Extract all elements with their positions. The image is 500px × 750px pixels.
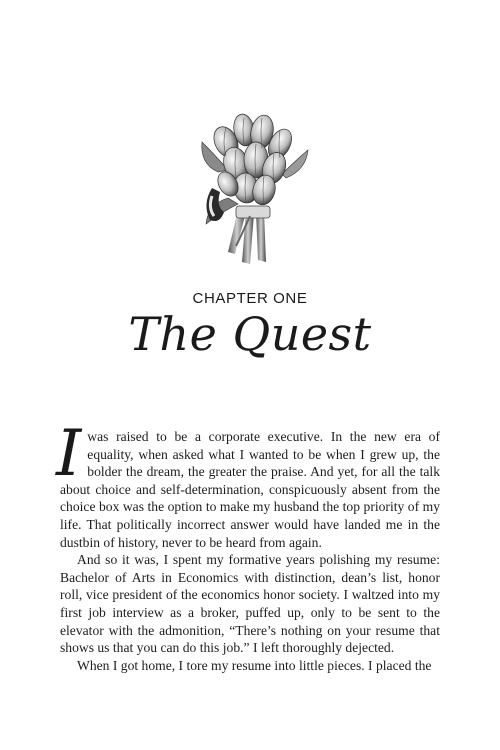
drop-cap: I xyxy=(56,417,82,491)
chapter-title: The Quest xyxy=(128,307,372,361)
paragraph-2: And so it was, I spent my formative years polishing my resume: Bachelor of Arts in Economics with distinction, dean’s list, honor roll, vice president of the economics honor society. I waltzed into my first job interview as a broker, puffed up, only to be sent to the elevator with the admonition, “There’s nothing on your resume that shows us that you can do this job.” I left thoroughly dejected. xyxy=(60,552,440,656)
chapter-body xyxy=(56,417,440,674)
paragraph-1-text: was raised to be a corporate executive. In the new era of equality, when asked what I wanted to be when I grew up, the bolder the dream, the greater the praise. And yet, for all the talk about choice and self-determination, conspicuously absent from the choice box was the option to make my husband the top priority of my life. That politically incorrect answer would have landed me in the dustbin of history, never to be heard from again. xyxy=(60,429,440,550)
flower-bouquet-illustration xyxy=(198,112,310,268)
paragraph-3: When I got home, I tore my resume into little pieces. I placed the xyxy=(77,657,432,673)
paragraph-1 xyxy=(56,417,440,551)
chapter-label: CHAPTER ONE xyxy=(192,290,308,307)
